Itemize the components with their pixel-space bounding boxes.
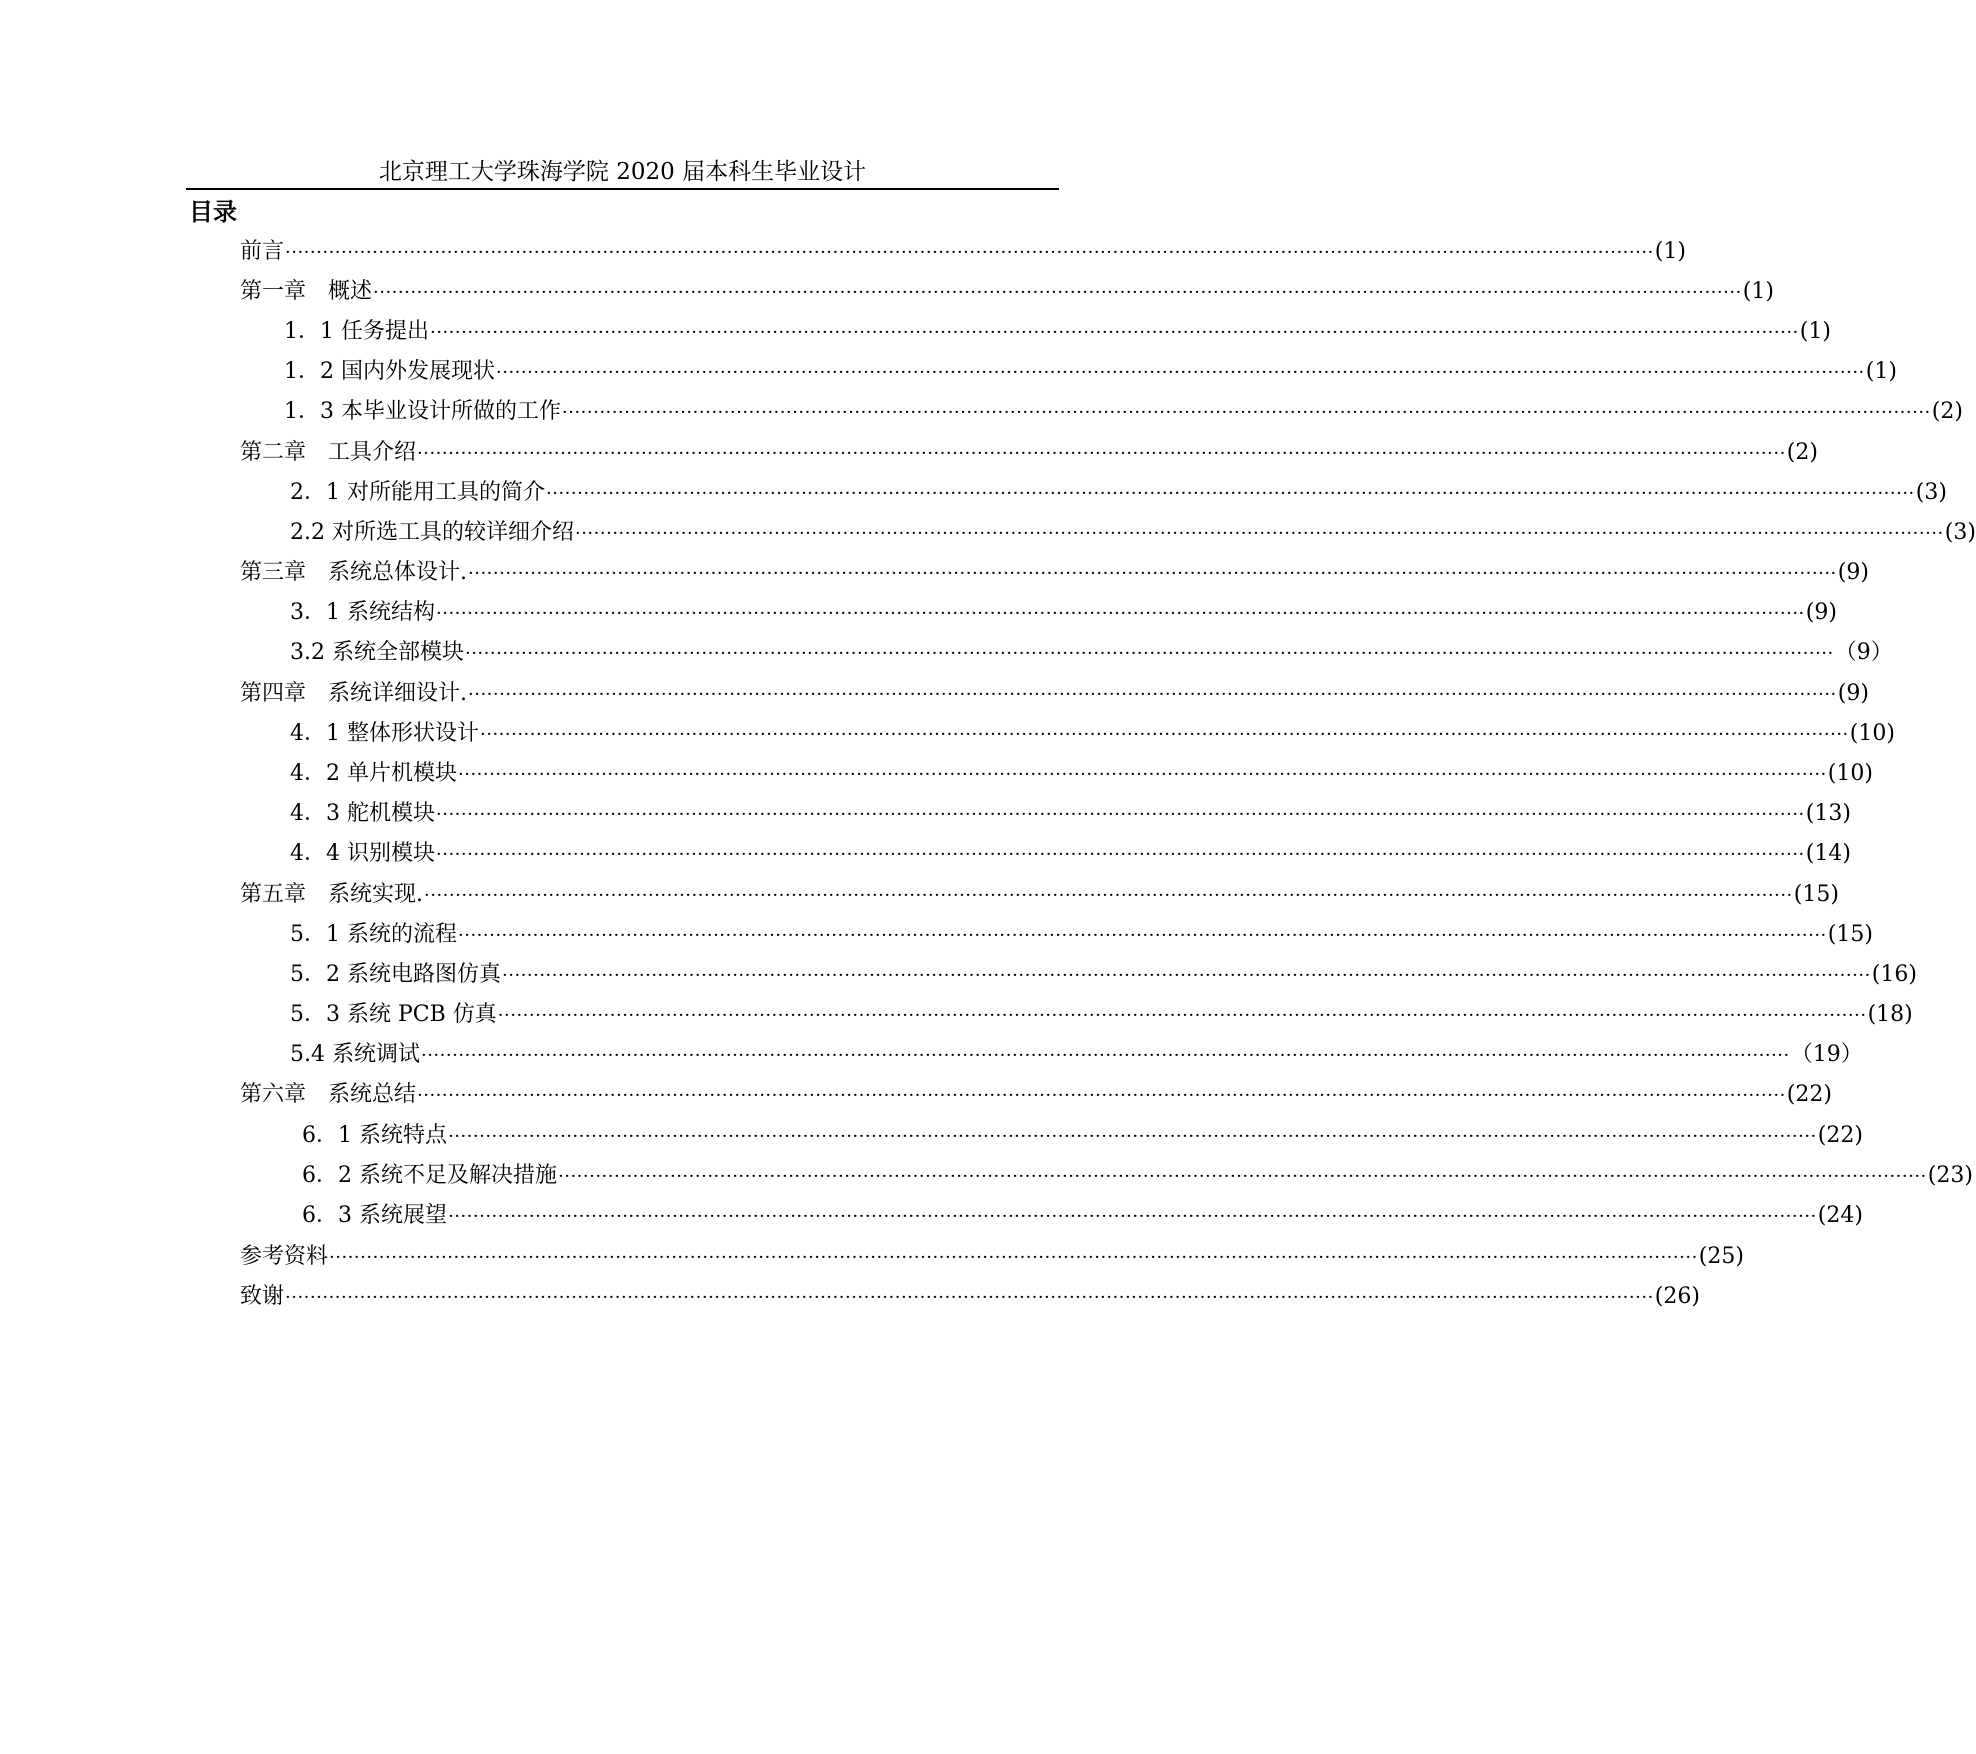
toc-entry-label: 4．3 舵机模块: [290, 801, 435, 826]
toc-entry-label: 1．1 任务提出: [284, 319, 429, 344]
toc-entry-label: 4．1 整体形状设计: [290, 721, 479, 746]
toc-entry-label: 参考资料: [240, 1244, 329, 1269]
toc-leader-dots: ····························································································································································································································: [458, 764, 1827, 785]
toc-entry-label: 5．1 系统的流程: [290, 922, 457, 947]
toc-leader-dots: ····························································································································································································································: [430, 322, 1799, 343]
toc-entry[interactable]: [290, 837, 1851, 871]
toc-leader-dots: ····························································································································································································································: [436, 603, 1805, 624]
toc-entry[interactable]: [240, 275, 1774, 309]
toc-leader-dots: ····························································································································································································································: [436, 844, 1805, 865]
toc-entry-label: 3.2 系统全部模块: [290, 640, 464, 665]
toc-leader-dots: ····························································································································································································································: [373, 282, 1742, 303]
toc-entry[interactable]: [240, 235, 1686, 269]
toc-leader-dots: ····························································································································································································································: [464, 643, 1834, 664]
toc-leader-dots: ····························································································································································································································: [497, 1005, 1867, 1026]
toc-entry-page: (1): [1799, 319, 1831, 344]
toc-entry-page: (22): [1786, 1082, 1832, 1107]
toc-leader-dots: ····························································································································································································································: [424, 885, 1793, 906]
toc-leader-dots: ····························································································································································································································: [285, 1287, 1654, 1308]
toc-leader-dots: ····························································································································································································································: [468, 684, 1837, 705]
toc-leader-dots: ····························································································································································································································: [574, 523, 1944, 544]
toc-entry-label: 3．1 系统结构: [290, 600, 435, 625]
toc-entry-page: (23): [1927, 1163, 1973, 1188]
toc-entry-page: (24): [1817, 1203, 1863, 1228]
toc-entry-page: (18): [1867, 1002, 1913, 1027]
toc-entry-page: (13): [1805, 801, 1851, 826]
toc-entry[interactable]: [290, 1038, 1863, 1072]
toc-leader-dots: ····························································································································································································································: [502, 965, 1871, 986]
toc-leader-dots: ····························································································································································································································: [329, 1247, 1698, 1268]
toc-entry-label: 1．2 国内外发展现状: [284, 359, 495, 384]
toc-entry-label: 6．2 系统不足及解决措施: [302, 1163, 557, 1188]
toc-entry-page: (3): [1944, 520, 1976, 545]
toc-leader-dots: ····························································································································································································································: [436, 804, 1805, 825]
toc-entry-label: 6．1 系统特点: [302, 1123, 447, 1148]
toc-entry[interactable]: [290, 596, 1837, 630]
toc-entry-page: (1): [1654, 239, 1686, 264]
toc-entry-page: (15): [1827, 922, 1873, 947]
toc-entry[interactable]: [290, 717, 1895, 751]
toc-entry[interactable]: [240, 1240, 1744, 1274]
toc-entry-page: (2): [1786, 440, 1818, 465]
toc-entry-page: (16): [1871, 962, 1917, 987]
toc-leader-dots: ····························································································································································································································: [417, 1085, 1786, 1106]
toc-entry-page: (25): [1698, 1244, 1744, 1269]
toc-entry[interactable]: [302, 1119, 1863, 1153]
toc-leader-dots: ····························································································································································································································: [417, 443, 1786, 464]
toc-entry[interactable]: [290, 918, 1873, 952]
toc-entry[interactable]: [290, 476, 1947, 510]
toc-entry-page: (2): [1931, 399, 1963, 424]
toc-entry-page: (9): [1837, 560, 1869, 585]
toc-entry[interactable]: [240, 1078, 1832, 1112]
toc-entry-page: （9）: [1834, 640, 1893, 665]
toc-leader-dots: ····························································································································································································································: [468, 563, 1837, 584]
toc-entry[interactable]: [302, 1199, 1863, 1233]
toc-leader-dots: ····························································································································································································································: [562, 402, 1931, 423]
toc-entry-label: 5.4 系统调试: [290, 1042, 420, 1067]
toc-entry-label: 前言: [240, 239, 285, 264]
toc-entry-page: (9): [1805, 600, 1837, 625]
toc-entry-page: (1): [1742, 279, 1774, 304]
toc-entry[interactable]: [290, 998, 1913, 1032]
toc-entry-label: 1．3 本毕业设计所做的工作: [284, 399, 561, 424]
toc-leader-dots: ····························································································································································································································: [558, 1166, 1927, 1187]
toc-entry[interactable]: [284, 315, 1831, 349]
toc-leader-dots: ····························································································································································································································: [448, 1126, 1817, 1147]
toc-entry-label: 致谢: [240, 1284, 285, 1309]
toc-entry[interactable]: [290, 516, 1976, 550]
toc-entry-label: 第一章 概述: [240, 279, 373, 304]
toc-entry-page: (22): [1817, 1123, 1863, 1148]
toc-entry-page: (26): [1654, 1284, 1700, 1309]
toc-leader-dots: ····························································································································································································································: [546, 483, 1915, 504]
toc-entry[interactable]: [240, 1280, 1700, 1314]
toc-entry-page: (10): [1827, 761, 1873, 786]
toc-entry[interactable]: [302, 1159, 1973, 1193]
toc-leader-dots: ····························································································································································································································: [496, 362, 1865, 383]
toc-entry[interactable]: [284, 355, 1897, 389]
toc-entry[interactable]: [240, 878, 1839, 912]
toc-entry-label: 5．2 系统电路图仿真: [290, 962, 501, 987]
toc-entry[interactable]: [240, 556, 1869, 590]
toc-leader-dots: ····························································································································································································································: [420, 1045, 1790, 1066]
toc-entry-page: (10): [1849, 721, 1895, 746]
toc-entry-label: 6．3 系统展望: [302, 1203, 447, 1228]
toc-entry-label: 第六章 系统总结: [240, 1082, 417, 1107]
toc-entry-page: (15): [1793, 882, 1839, 907]
toc-entry-page: （19）: [1790, 1042, 1863, 1067]
toc-entry[interactable]: [290, 958, 1917, 992]
toc-entry-label: 第二章 工具介绍: [240, 440, 417, 465]
toc-leader-dots: ····························································································································································································································: [458, 925, 1827, 946]
toc-entry-label: 2.2 对所选工具的较详细介绍: [290, 520, 574, 545]
toc-leader-dots: ····························································································································································································································: [480, 724, 1849, 745]
toc-entry-page: (3): [1915, 480, 1947, 505]
toc-entry[interactable]: [290, 797, 1851, 831]
toc-entry-label: 4．4 识别模块: [290, 841, 435, 866]
toc-entry[interactable]: [290, 636, 1893, 670]
toc-entry[interactable]: [240, 436, 1818, 470]
toc-entry-label: 5．3 系统 PCB 仿真: [290, 1002, 497, 1027]
toc-entry-label: 4．2 单片机模块: [290, 761, 457, 786]
toc-entry[interactable]: [240, 677, 1869, 711]
toc-entry-page: (9): [1837, 681, 1869, 706]
page-header-title: 北京理工大学珠海学院 2020 届本科生毕业设计: [378, 159, 867, 185]
toc-entry[interactable]: [284, 395, 1963, 429]
toc-entry-page: (1): [1865, 359, 1897, 384]
toc-entry-page: (14): [1805, 841, 1851, 866]
toc-leader-dots: ····························································································································································································································: [448, 1206, 1817, 1227]
toc-title: 目录: [189, 198, 237, 226]
toc-entry[interactable]: [290, 757, 1873, 791]
toc-entry-label: 第四章 系统详细设计.: [240, 681, 467, 706]
toc-entry-label: 2．1 对所能用工具的简介: [290, 480, 545, 505]
toc-entry-label: 第五章 系统实现.: [240, 882, 423, 907]
toc-entry-label: 第三章 系统总体设计.: [240, 560, 467, 585]
toc-leader-dots: ····························································································································································································································: [285, 242, 1654, 263]
